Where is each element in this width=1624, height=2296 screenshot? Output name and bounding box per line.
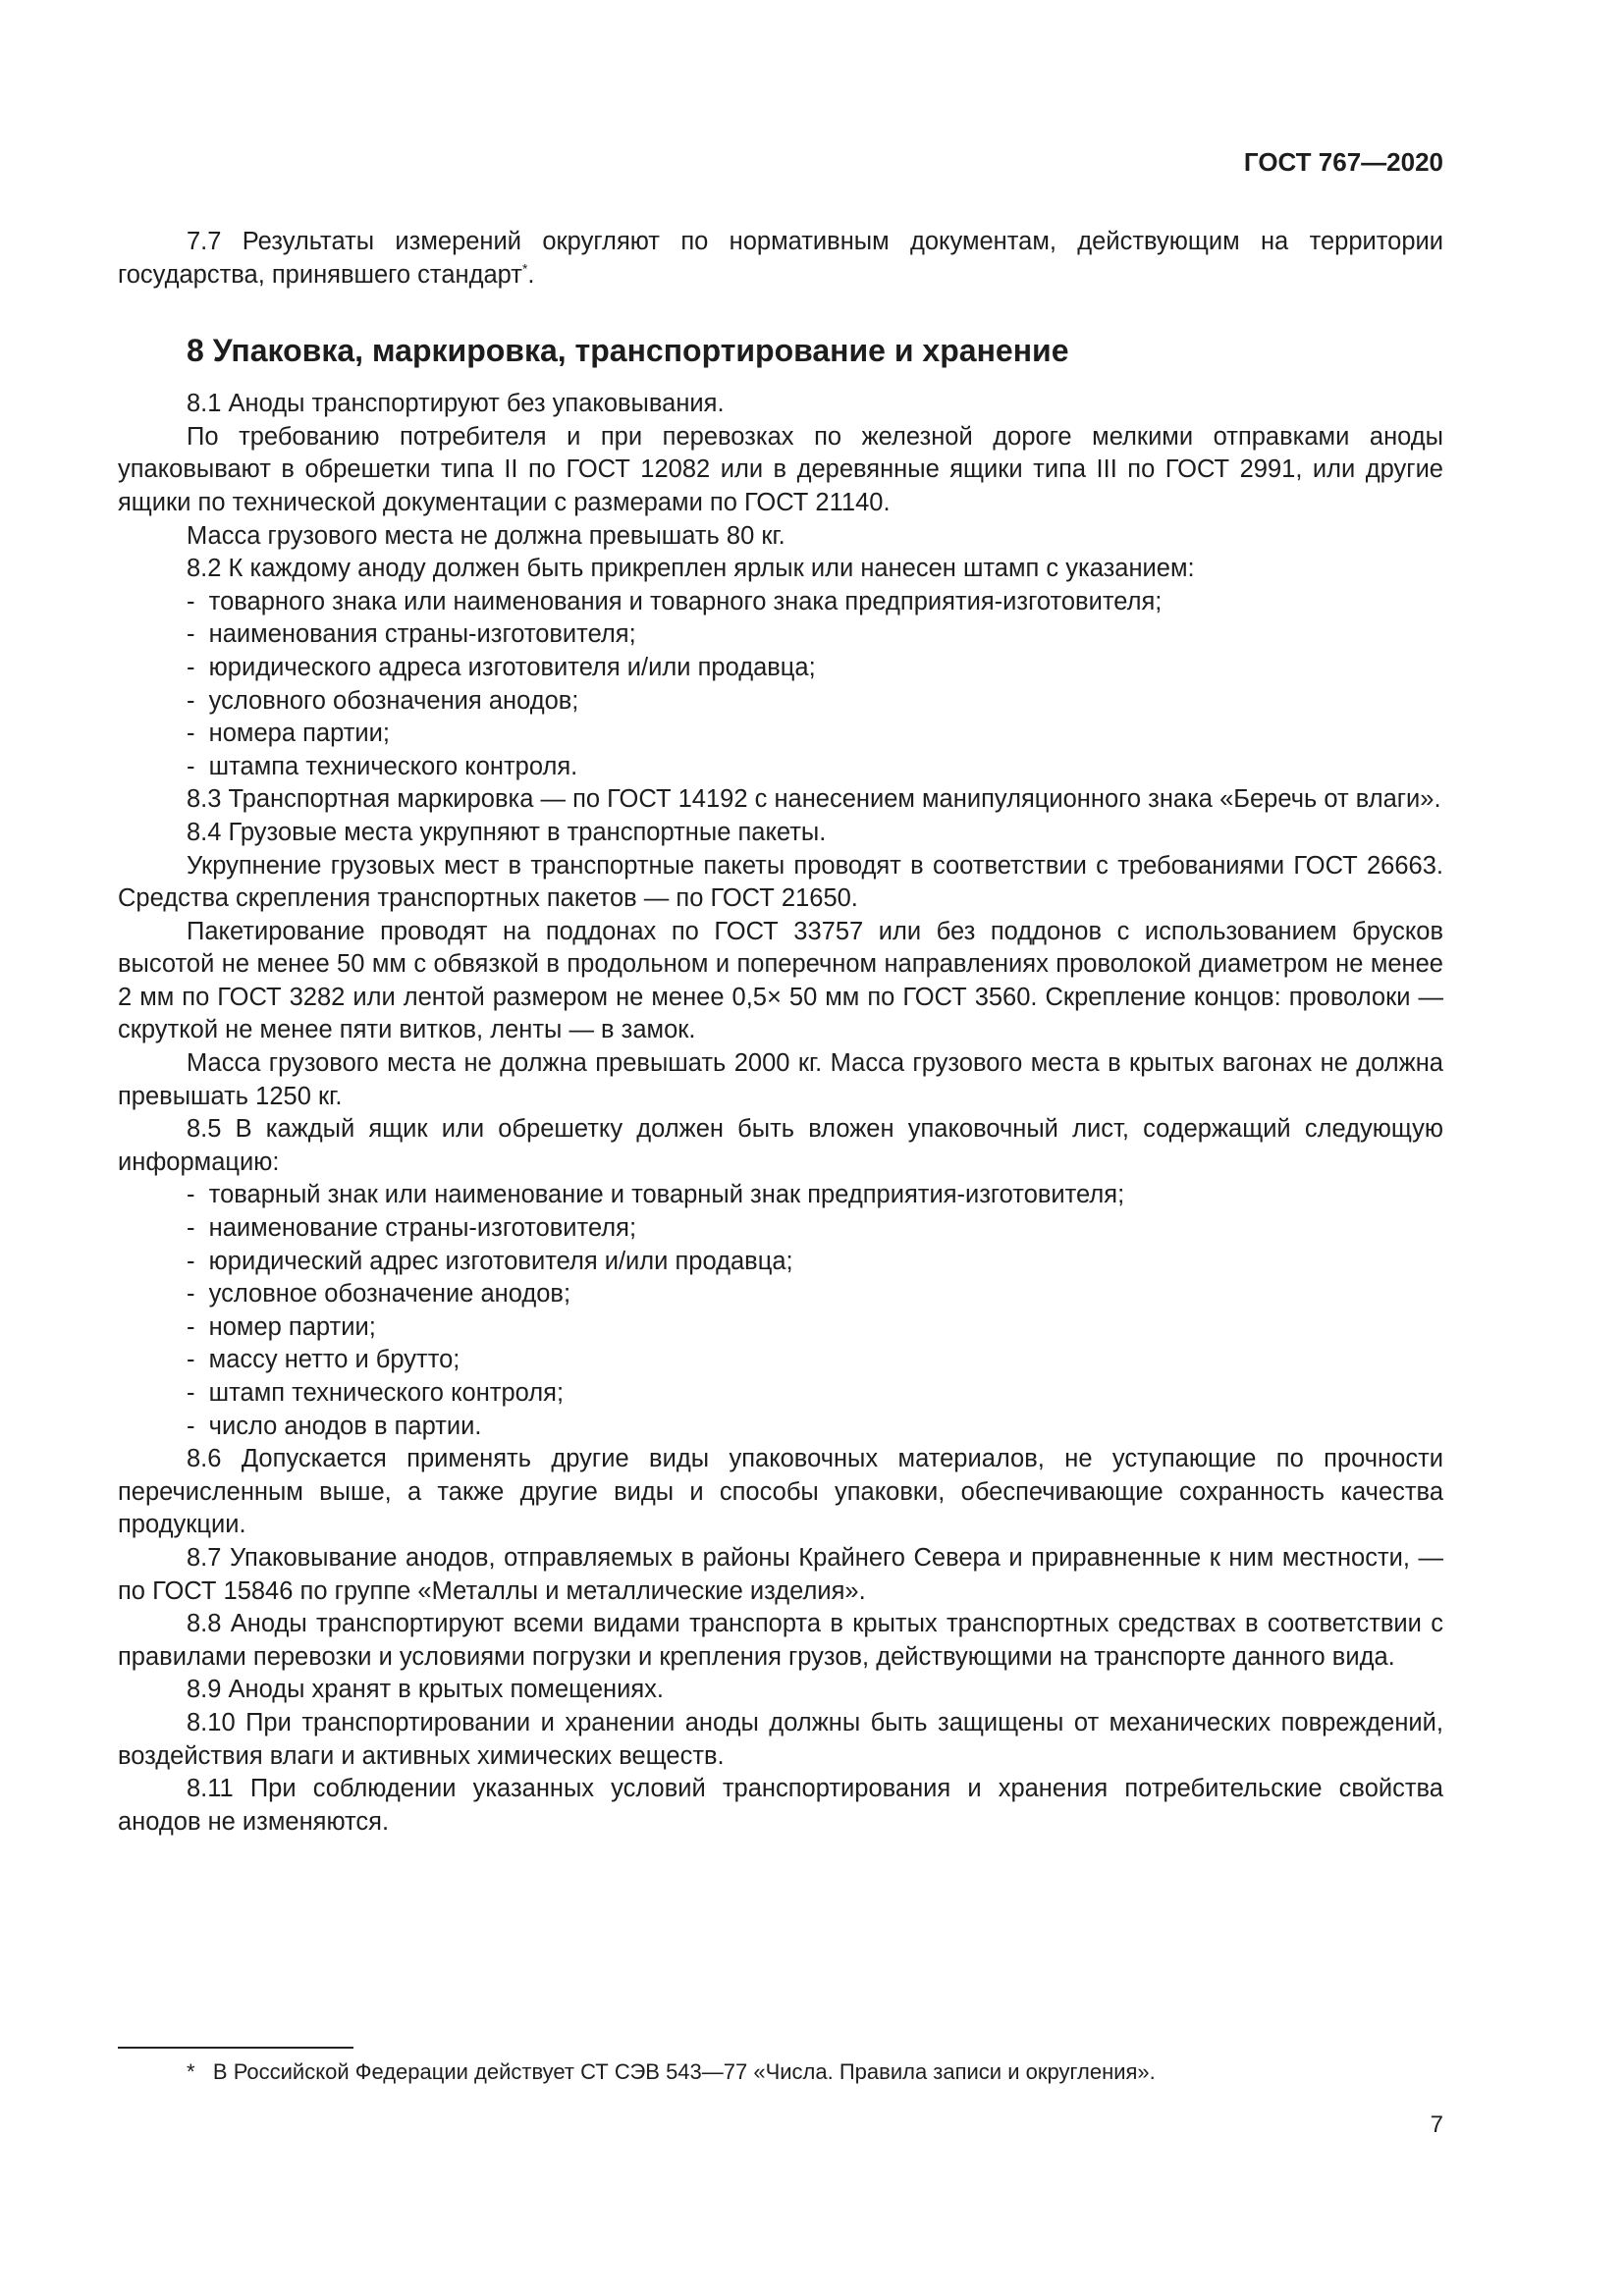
paragraph-8-1-b: По требованию потребителя и при перевозках по железной дороге мелкими отправками аноды упаковывают в обрешетки типа II по ГОСТ 12082 или в деревянные ящики типа III по ГОСТ 2991, или другие ящики по технической документации с размерами по ГОСТ 21140. xyxy=(118,422,1443,516)
paragraph-8-9: 8.9 Аноды хранят в крытых помещениях. xyxy=(187,1676,664,1704)
list-item: - массу нетто и брутто; xyxy=(118,1344,1443,1377)
list-item: - юридического адреса изготовителя и/или продавца; xyxy=(118,652,1443,685)
paragraph-8-1: 8.1 Аноды транспортируют без упаковывания. xyxy=(187,390,725,418)
paragraph-8-1-c: Масса грузового места не должна превышать 80 кг. xyxy=(187,521,785,550)
footnote-separator xyxy=(118,2047,353,2049)
document-code-header: ГОСТ 767—2020 xyxy=(1243,147,1443,177)
paragraph-8-8: 8.8 Аноды транспортируют всеми видами транспорта в крытых транспортных средствах в соответствии с правилами перевозки и условиями погрузки и крепления грузов, действующими на транспорте данного вида. xyxy=(118,1610,1443,1671)
section-8-title: 8 Упаковка, маркировка, транспортирование и хранение xyxy=(187,333,1069,369)
list-item: - юридический адрес изготовителя и/или продавца; xyxy=(118,1246,1443,1279)
list-item: - товарного знака или наименования и товарного знака предприятия-изготовителя; xyxy=(118,586,1443,619)
footnote-mark: * xyxy=(187,2059,195,2084)
list-item: - товарный знак или наименование и товарный знак предприятия-изготовителя; xyxy=(118,1179,1443,1212)
list-item: - число анодов в партии. xyxy=(118,1411,1443,1444)
list-item: - наименование страны-изготовителя; xyxy=(118,1212,1443,1246)
list-item: - штампа технического контроля. xyxy=(118,751,1443,784)
paragraph-8-11: 8.11 При соблюдении указанных условий транспортирования и хранения потребительские свойства анодов не изменяются. xyxy=(118,1775,1443,1836)
paragraph-8-7: 8.7 Упаковывание анодов, отправляемых в районы Крайнего Севера и приравненные к ним местности, — по ГОСТ 15846 по группе «Металлы и металлические изделия». xyxy=(118,1543,1443,1605)
paragraph-8-4-d: Масса грузового места не должна превышать 2000 кг. Масса грузового места в крытых вагонах не должна превышать 1250 кг. xyxy=(118,1049,1443,1110)
footnote-reference-mark[interactable]: * xyxy=(521,260,528,277)
paragraph-7-7-end: . xyxy=(527,260,535,289)
footnote-text: В Российской Федерации действует СТ СЭВ 543—77 «Числа. Правила записи и округления». xyxy=(212,2059,1156,2084)
paragraph-8-10: 8.10 При транспортировании и хранении аноды должны быть защищены от механических повреждений, воздействия влаги и активных химических веществ. xyxy=(118,1708,1443,1770)
paragraph-8-4: 8.4 Грузовые места укрупняют в транспортные пакеты. xyxy=(187,818,827,846)
paragraph-8-3: 8.3 Транспортная маркировка — по ГОСТ 14192 с нанесением манипуляционного знака «Беречь от влаги». xyxy=(187,785,1441,814)
list-item: - условного обозначения анодов; xyxy=(118,685,1443,719)
paragraph-8-5: 8.5 В каждый ящик или обрешетку должен быть вложен упаковочный лист, содержащий следующую информацию: xyxy=(118,1115,1443,1176)
list-item: - наименования страны-изготовителя; xyxy=(118,618,1443,652)
list-item: - номер партии; xyxy=(118,1311,1443,1345)
paragraph-8-6: 8.6 Допускается применять другие виды упаковочных материалов, не уступающие по прочности перечисленным выше, а также другие виды и способы упаковки, обеспечивающие сохранность качества продукции. xyxy=(118,1445,1443,1539)
paragraph-8-4-b: Укрупнение грузовых мест в транспортные пакеты проводят в соответствии с требованиями ГОСТ 26663. Средства скрепления транспортных пакетов — по ГОСТ 21650. xyxy=(118,851,1443,913)
list-item: - номера партии; xyxy=(118,718,1443,751)
paragraph-8-4-c: Пакетирование проводят на поддонах по ГОСТ 33757 или без поддонов с использованием брусков высотой не менее 50 мм с обвязкой в продольном и поперечном направлениях проволокой диаметром не менее 2 мм по ГОСТ 3282 или лентой размером не менее 0,5× 50 мм по ГОСТ 3560. Скрепление концов: проволоки — скруткой не менее пяти витков, ленты — в замок. xyxy=(118,917,1443,1044)
list-item: - штамп технического контроля; xyxy=(118,1377,1443,1411)
footnote xyxy=(187,2057,1443,2087)
paragraph-7-7-text: 7.7 Результаты измерений округляют по нормативным документам, действующим на территории государства, принявшего стандарт xyxy=(118,228,1443,289)
list-item: - условное обозначение анодов; xyxy=(118,1278,1443,1311)
paragraph-7-7 xyxy=(118,226,1443,292)
paragraph-8-2: 8.2 К каждому аноду должен быть прикреплен ярлык или нанесен штамп с указанием: xyxy=(187,555,1195,583)
page-content xyxy=(118,226,1443,1839)
page-number: 7 xyxy=(1430,2111,1443,2138)
